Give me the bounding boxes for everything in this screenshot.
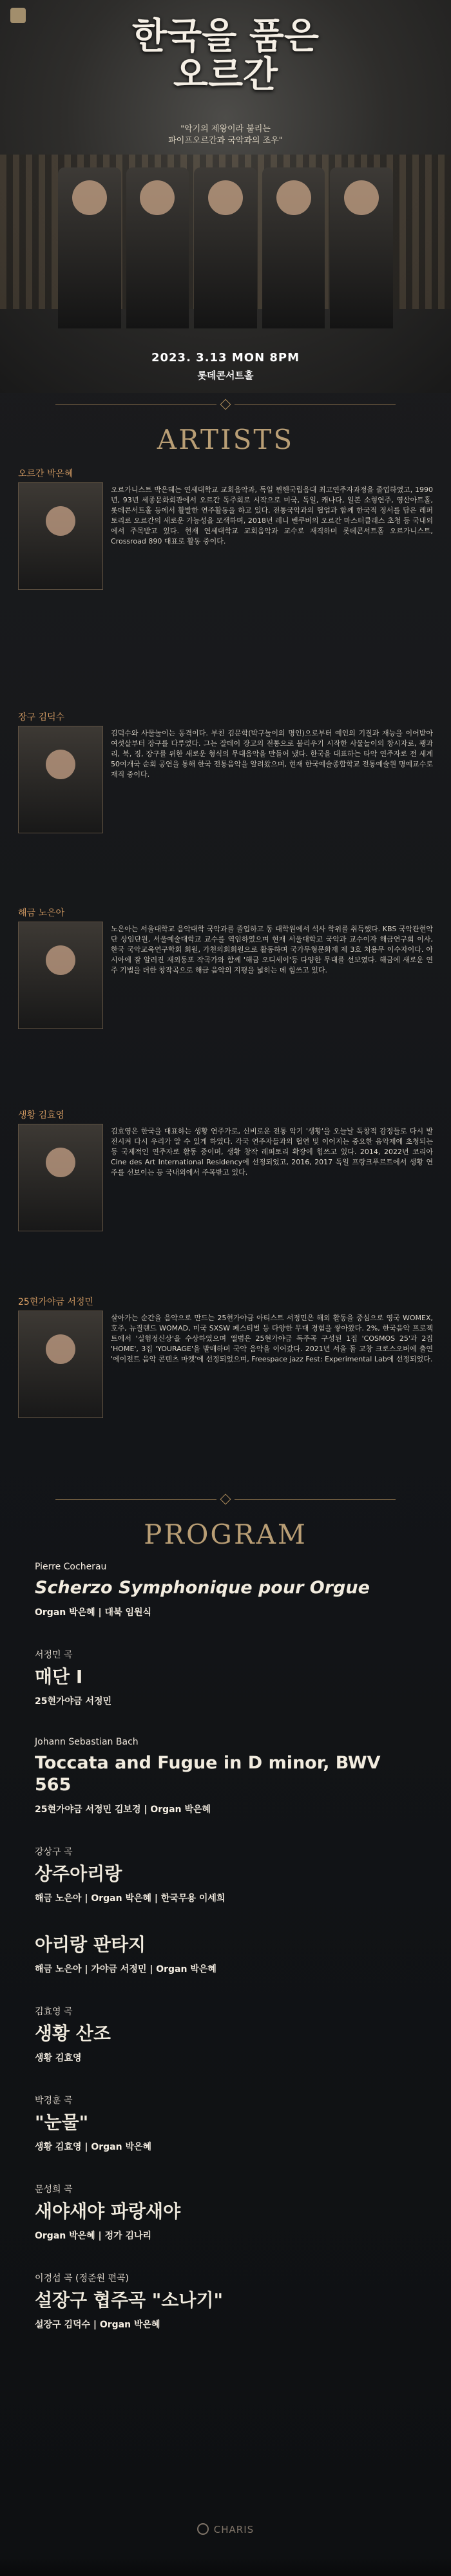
artist-photo xyxy=(18,482,103,590)
performers: 25현가야금 서정민 김보경 | Organ 박은혜 xyxy=(35,1804,211,1815)
performers: 해금 노은아 | 가야금 서정민 | Organ 박은혜 xyxy=(35,1964,216,1975)
artist-block xyxy=(18,467,433,699)
program-item xyxy=(35,1934,416,1975)
piece-title: 새야새야 파랑새야 xyxy=(35,2201,181,2222)
performers: 설장구 김덕수 | Organ 박은혜 xyxy=(35,2320,160,2330)
artist-name: 생황 김효영 xyxy=(18,1110,65,1121)
artist-bio: 오르가니스트 박은혜는 연세대학교 교회음악과, 독일 뮌헨국립음대 최고연주자과정을 졸업하였고, 1990년, 93년 세종문화회관에서 오르간 독주회로 시작으로 미국, 독일, 캐나다, 일본 소형연주, 영산아트홀, 롯데콘서트홀 등에서 활발한 연주활동을 하고 있다. 전통국악과의 협업과 함께 한국적 정서를 담은 레퍼토리로 오르간의 새로운 가능성을 모색하며, 2018년 레니 벤쿠버의 오르간 마스터클래스 초청 등 국내외에서 주목받고 있다. 현재 연세대학교 교회음악과 교수로 재직하며 롯데콘서트홀 오르가니스트, Crossroad 890 대표로 활동 중이다. xyxy=(111,486,433,545)
piece-title: 생황 산조 xyxy=(35,2023,111,2044)
artist-name: 장구 김덕수 xyxy=(18,712,65,723)
composer: 김효영 곡 xyxy=(35,2007,73,2017)
piece-title: 설장구 협주곡 "소나기" xyxy=(35,2289,224,2311)
artist-photo xyxy=(18,922,103,1029)
performers: Organ 박은혜 | 정가 김나리 xyxy=(35,2231,152,2241)
artist-block xyxy=(18,710,433,895)
program-item xyxy=(35,1845,416,1904)
performers: 25현가야금 서정민 xyxy=(35,1696,112,1707)
composer: 문성희 곡 xyxy=(35,2184,73,2195)
artist-photo xyxy=(18,1124,103,1231)
program-item xyxy=(35,2183,416,2242)
event-subtitle: "악기의 제왕이라 불리는 파이프오르간과 국악과의 조우" xyxy=(168,124,283,146)
program-section xyxy=(0,1488,451,2360)
artist-photo xyxy=(18,726,103,833)
composer: Pierre Cocherau xyxy=(35,1562,107,1572)
ornament-divider xyxy=(0,393,451,416)
artist-bio: 김덕수와 사물놀이는 동격이다. 부친 김문학(박구놀이의 명인)으로부터 예인의 기질과 재능을 이어받아 여섯살부터 장구를 다루었다. 그는 잘데이 장고의 전통으로 불리우기 시작한 사물놀이의 창시자로, 꽹과리, 북, 징, 장구를 위한 새로운 형식의 무대음악을 만들어 냈다. 한국을 대표하는 타악 연주자로 전 세계 50여개국 순회 공연을 통해 한국 전통음악을 알려왔으며, 현재 한국예술종합학교 전통예술원 명예교수로 재직 중이다. xyxy=(111,729,433,779)
hero-banner xyxy=(0,0,451,393)
piece-title: Toccata and Fugue in D minor, BWV 565 xyxy=(35,1753,381,1795)
program-list xyxy=(0,1562,451,2331)
artists-section xyxy=(0,393,451,1510)
event-date: 2023. 3.13 MON 8PM xyxy=(151,351,300,365)
performers: Organ 박은혜 | 대북 임원식 xyxy=(35,1607,152,1618)
performers-photo xyxy=(58,167,393,328)
program-item xyxy=(35,2005,416,2064)
artist-block xyxy=(18,906,433,1097)
piece-title: Scherzo Symphonique pour Orgue xyxy=(35,1578,370,1598)
artist-block xyxy=(18,1295,433,1499)
performers: 해금 노은아 | Organ 박은혜 | 한국무용 이세희 xyxy=(35,1893,225,1904)
composer: Johann Sebastian Bach xyxy=(35,1737,139,1747)
program-item xyxy=(35,1562,416,1618)
piece-title: 상주아리랑 xyxy=(35,1863,122,1884)
artist-name: 25현가야금 서정민 xyxy=(18,1297,93,1307)
performers: 생황 김효영 | Organ 박은혜 xyxy=(35,2142,152,2152)
artist-block xyxy=(18,1108,433,1283)
event-venue: 롯데콘서트홀 xyxy=(197,370,254,381)
piece-title: 매단 I xyxy=(35,1666,83,1687)
artist-photo xyxy=(18,1311,103,1418)
composer: 이경섭 곡 (정준원 편곡) xyxy=(35,2273,129,2284)
event-title: 한국을 품은 오르간 xyxy=(132,15,319,96)
artist-bio: 김효영은 한국을 대표하는 생황 연주가로, 신비로운 전통 악기 '생황'을 오늘날 독창적 감정들로 다시 발전시켜 다시 우리가 알 수 있게 하였다. 각국 연주자들과의 협연 및 이어지는 중요한 음악제에 초청되는 등 국제적인 연주자로 활동 중이며, 생황 창작 레퍼토리 확장에 힘쓰고 있다. 2014, 2022년 코리아 Cine des Art International Residency에 선정되었고, 2016, 2017 독일 프랑크푸르트에서 생황 연주를 선보이는 등 국내외에서 주목받고 있다. xyxy=(111,1127,433,1177)
piece-title: "눈물" xyxy=(35,2112,89,2133)
composer: 서정민 곡 xyxy=(35,1650,73,1660)
performers: 생황 김효영 xyxy=(35,2053,82,2063)
program-item xyxy=(35,1737,416,1815)
artist-bio: 노은아는 서울대학교 음악대학 국악과를 졸업하고 동 대학원에서 석사 학위를 취득했다. KBS 국악관현악단 상임단원, 서울예술대학교 교수를 역임하였으며 현재 서울대학교 국악과 교수이자 해금연구회 이사, 한국 국악교육연구학회 회원, 가천의회회원으로 활동하며 국가무형문화재 제 3호 처용무 이수자이다. 아시아에 잘 알려진 재외동포 작곡가와 함께 '해금 오디세이'등 다양한 무대를 선보였다. 해금에 새로운 연주 기법을 더한 창작곡으로 해금 음악의 지평을 넓히는 데 힘쓰고 있다. xyxy=(111,925,433,974)
artist-name: 해금 노은아 xyxy=(18,908,65,918)
footer-logo: CHARIS xyxy=(0,2523,451,2535)
program-title: PROGRAM xyxy=(144,1519,307,1550)
bottom-vignette xyxy=(0,2557,451,2576)
composer: 강상구 곡 xyxy=(35,1847,73,1857)
artist-name: 오르간 박은혜 xyxy=(18,469,73,479)
ornament-divider xyxy=(0,1488,451,1511)
composer: 박경훈 곡 xyxy=(35,2096,73,2106)
program-item xyxy=(35,2094,416,2153)
artists-title: ARTISTS xyxy=(157,424,294,455)
program-item xyxy=(35,1648,416,1707)
charis-logo-icon xyxy=(197,2523,209,2535)
artist-bio: 살아가는 순간을 음악으로 만드는 25현가야금 아티스트 서정민은 해외 활동을 중심으로 영국 WOMEX, 호주, 뉴질랜드 WOMAD, 미국 SXSW 페스티벌 등 다양한 무대 경험을 쌓아왔다. 2%, 한국음악 프로젝트에서 '실험정신상'을 수상하였으며 앨범은 25현가야금 독주곡 구성된 1집 'COSMOS 25'과 2집 'HOME', 3집 'YOURAGE'을 발매하며 국악 음악을 이어갔다. 2021년 서울 돌 고창 크로스오버에 출연 '에이전트 음악 콘텐츠 마켓'에 선정되었으며, Freespace jazz Fest: Experimental Lab에 선정되었다. xyxy=(111,1314,433,1363)
piece-title: 아리랑 판타지 xyxy=(35,1934,146,1955)
program-item xyxy=(35,2271,416,2331)
